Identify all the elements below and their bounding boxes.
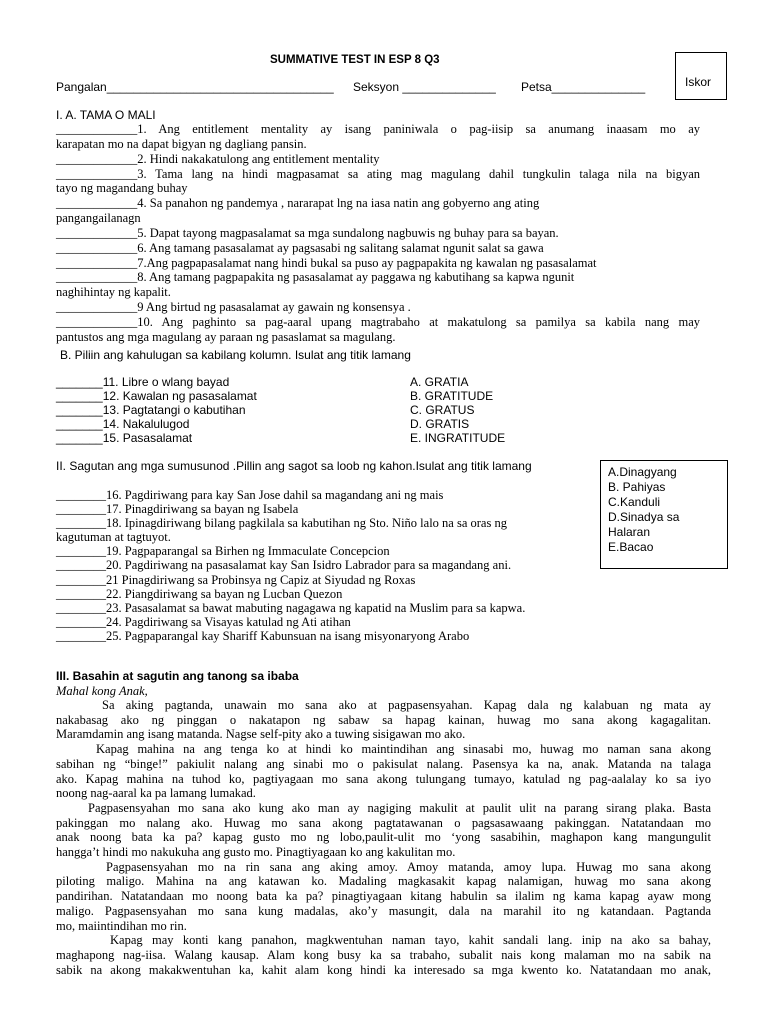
score-box xyxy=(675,52,727,100)
letter-paragraph: Pagpasensyahan mo na rin sana ang aking amoy. Amoy matanda, amoy lupa. Huwag mo sana akong piloting maligo. Mahina na ang katawan ko. Madaling magkasakit kapag nalamigan, huwag mo sana akong pandirihan. Natatandaan mo noong bata ka pa? pinagtiyagaan kitang habulin sa ilalim ng kama kapag ayaw mong maligo. Pagpasensyahan mo sana kung madalas, ako’y masungit, dala na marahil ito ng katandaan. Pagtanda mo, maiintindihan mo rin. xyxy=(56,859,711,933)
list-item: _____________7.Ang pagpapasalamat nang hindi bukal sa puso ay pagpapakita ng kawalan ng pasasalamat xyxy=(56,255,597,270)
list-item: _______13. Pagtatangi o kabutihan xyxy=(56,403,246,417)
choice-item: D. GRATIS xyxy=(410,417,470,431)
list-item: _____________8. Ang tamang pagpapakita ng pasasalamat ay paggawa ng kabutihang sa kapwa ngunit xyxy=(56,270,575,285)
list-item: ________17. Pinagdiriwang sa bayan ng Isabela xyxy=(56,502,299,517)
list-item: _____________1. Ang entitlement mentality ay isang paniniwala o pag-iisip sa anumang inaasam mo ay xyxy=(56,122,700,136)
list-item: ________16. Pagdiriwang para kay San Jose dahil sa magandang ani ng mais xyxy=(56,488,444,502)
name-field[interactable]: Pangalan__________________________________ xyxy=(56,80,334,94)
choice-item: C.Kanduli xyxy=(608,495,661,509)
choice-item: C. GRATUS xyxy=(410,403,475,417)
list-item: _____________6. Ang tamang pasasalamat ay pagsasabi ng salitang salamat ngunit salat sa gawa xyxy=(56,240,544,255)
score-label: Iskor xyxy=(685,75,712,89)
choice-item: Halaran xyxy=(608,525,651,539)
choice-item: A.Dinagyang xyxy=(608,465,677,479)
choice-item: A. GRATIA xyxy=(410,375,469,389)
letter-body xyxy=(56,698,711,977)
list-item: naghihintay ng kapalit. xyxy=(56,285,171,300)
choice-item: D.Sinadya sa xyxy=(608,510,680,524)
choice-item: E. INGRATITUDE xyxy=(410,431,506,445)
list-item: _____________3. Tama lang na hindi magpasamat sa ating mag magulang dahil tungkulin talaga nila na bigyan xyxy=(56,166,700,181)
list-item: ________22. Piangdiriwang sa bayan ng Lucban Quezon xyxy=(56,586,343,601)
list-item: ________19. Pagpaparangal sa Birhen ng Immaculate Concepcion xyxy=(56,544,390,559)
list-item: ________25. Pagpaparangal kay Shariff Kabunsuan na isang misyonaryong Arabo xyxy=(56,628,470,643)
list-item: _____________5. Dapat tayong magpasalamat sa mga sundalong nagbuwis ng buhay para sa bayan. xyxy=(56,225,559,240)
part1-heading: I. A. TAMA O MALI xyxy=(56,108,156,122)
letter-paragraph: Kapag may konti kang panahon, magkwentuhan naman tayo, kahit sandali lang. inip na ako sa bahay, maghapong nag-iisa. Walang kausap. Alam kong busy ka sa trabaho, subalit nais kong malaman mo na sabik na sabik na akong makakwentuhan ka, kahit alam kong hindi ka interesado sa mga kwento ko. Natatandaan mo anak, xyxy=(56,933,711,977)
part2-choice-box xyxy=(600,460,728,569)
letter-salutation: Mahal kong Anak, xyxy=(56,684,148,698)
letter-paragraph: Kapag mahina na ang tenga ko at hindi ko maintindihan ang sinasabi mo, huwag mo naman sana akong sabihan ng “binge!” pakiulit nalang ang sinabi mo o pakisulat nalang. Pasensya ka na, anak. Matanda na talaga ako. Kapag mahina na tuhod ko, pagtiyagaan mo sana akong tulungang tumayo, katulad ng pag-aalalay ko sa iyo noong nag-aaral ka pa lamang lumakad. xyxy=(56,742,711,801)
choice-item: B. GRATITUDE xyxy=(410,389,494,403)
part3-heading: III. Basahin at sagutin ang tanong sa ibaba xyxy=(56,669,299,683)
list-item: _____________2. Hindi nakakatulong ang entitlement mentality xyxy=(56,151,380,166)
section-field[interactable]: Seksyon ______________ xyxy=(353,80,496,94)
part1-items xyxy=(56,122,700,345)
list-item: _______12. Kawalan ng pasasalamat xyxy=(56,389,257,403)
part1b-choices xyxy=(410,375,505,445)
list-item: _______15. Pasasalamat xyxy=(56,431,193,445)
list-item: karapatan mo na dapat bigyan ng dagliang pansin. xyxy=(56,136,307,151)
part1b-heading: B. Piliin ang kahulugan sa kabilang kolumn. Isulat ang titik lamang xyxy=(60,348,411,362)
list-item: pantustos ang mga magulang ay paraan ng pasaslamat sa magulang. xyxy=(56,329,396,344)
list-item: _______14. Nakalulugod xyxy=(56,417,190,431)
page-title: SUMMATIVE TEST IN ESP 8 Q3 xyxy=(270,54,440,66)
list-item: _____________10. Ang paghinto sa pag-aaral upang magtrabaho at makatulong sa pamilya sa kabila nang may xyxy=(56,314,700,329)
date-field[interactable]: Petsa______________ xyxy=(521,80,646,94)
part2-items xyxy=(56,488,525,643)
list-item: ________23. Pasasalamat sa bawat mabuting nagagawa ng kapatid na Muslim para sa kapwa. xyxy=(56,600,526,615)
letter-paragraph: Pagpasensyahan mo sana ako kung ako man ay nagiging makulit at paulit ulit na parang sirang plaka. Basta pakinggan mo nalang ako. Huwag mo sana akong pagtatawanan o pagsasawaang pakinggan. Natatandaan mo anak noong bata ka pa? kapag gusto mo ng lobo,paulit-ulit mo ‘yong sasabihin, maghapon kang mangungulit hangga’t hindi mo nakukuha ang gusto mo. Pinagtiyagaan ko ang kakulitan mo. xyxy=(56,800,711,860)
list-item: ________20. Pagdiriwang na pasasalamat kay San Isidro Labrador para sa magandang ani. xyxy=(56,558,512,573)
list-item: _____________9 Ang birtud ng pasasalamat ay gawain ng konsensya . xyxy=(56,300,411,315)
choice-item: E.Bacao xyxy=(608,540,654,554)
choice-item: B. Pahiyas xyxy=(608,480,666,494)
list-item: ________24. Pagdiriwang sa Visayas katulad ng Ati atihan xyxy=(56,614,351,629)
list-item: ________18. Ipinagdiriwang bilang pagkilala sa kabutihan ng Sto. Niño lalo na sa oras ng xyxy=(56,516,507,531)
list-item: kagutuman at tagtuyot. xyxy=(56,530,171,545)
list-item: _______11. Libre o wlang bayad xyxy=(56,375,230,389)
part2-heading: II. Sagutan ang mga sumusunod .Pillin ang sagot sa loob ng kahon.Isulat ang titik lamang xyxy=(56,459,532,473)
list-item: pangangailanagn xyxy=(56,211,141,226)
list-item: _____________4. Sa panahon ng pandemya , nararapat lng na iasa natin ang gobyerno ang ating xyxy=(56,196,540,211)
list-item: ________21 Pinagdiriwang sa Probinsya ng Capiz at Siyudad ng Roxas xyxy=(56,572,416,587)
list-item: tayo ng magandang buhay xyxy=(56,181,188,196)
letter-paragraph: Sa aking pagtanda, unawain mo sana ako at pagpasensyahan. Kapag dala ng kalabuan ng mata ay nakabasag ako ng pinggan o nakatapon ng sabaw sa hapag kainan, huwag mo sana akong kagagalitan. Maramdamin ang isang matanda. Nagse self-pity ako a tuwing sisigawan mo ako. xyxy=(56,698,711,742)
part1b-items xyxy=(56,375,257,445)
